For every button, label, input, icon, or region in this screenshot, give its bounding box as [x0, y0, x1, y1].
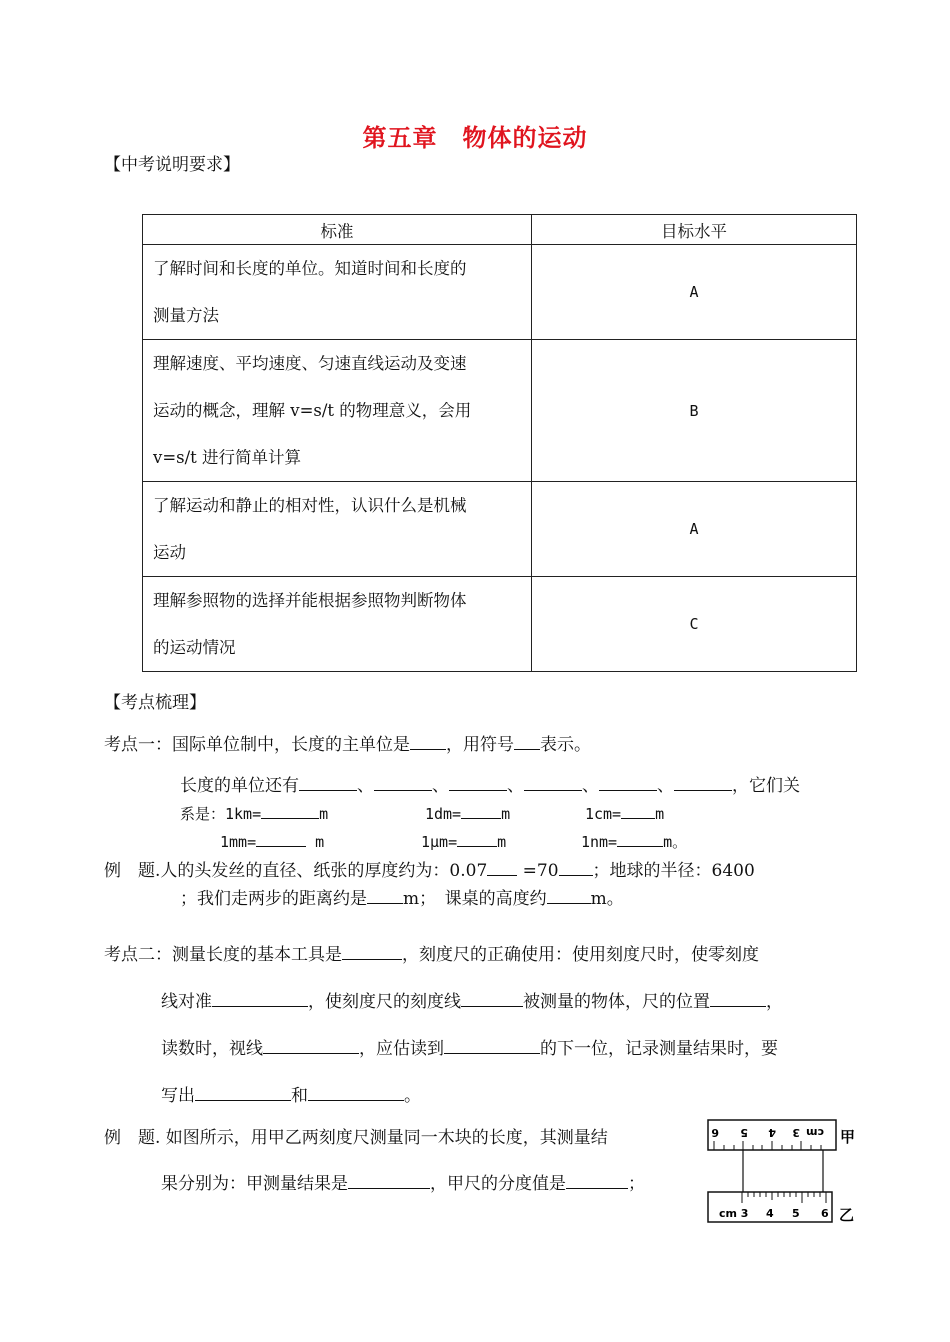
kp1-line4: 1mm= m 1μm= m 1nm= m。 — [220, 828, 687, 852]
kp2-example-line1: 例 题. 如图所示，用甲乙两刻度尺测量同一木块的长度，其测量结 — [104, 1128, 608, 1148]
answer-blank[interactable] — [599, 772, 657, 791]
ruler-bottom-tick-label: 5 — [792, 1207, 800, 1220]
ruler-bottom-tick-label: 4 — [766, 1207, 774, 1220]
standard-line: 理解速度、平均速度、匀速直线运动及变速 — [153, 354, 467, 373]
kp2-example-line2: 果分别为：甲测量结果是 ，甲尺的分度值是 ； — [161, 1169, 645, 1194]
requirements-heading: 【中考说明要求】 — [104, 155, 240, 175]
answer-blank[interactable] — [457, 828, 497, 847]
table-header-row — [143, 215, 857, 245]
ruler-figure — [704, 1110, 864, 1226]
kp2-line2: 线对准 ，使刻度尺的刻度线 被测量的物体，尺的位置 ， — [161, 987, 783, 1012]
answer-blank[interactable] — [299, 772, 357, 791]
standard-line: 了解时间和长度的单位。知道时间和长度的 — [153, 259, 467, 278]
chapter-title: 第五章 物体的运动 — [362, 124, 588, 152]
answer-blank[interactable] — [444, 1035, 540, 1054]
level-cell: A — [532, 482, 857, 577]
ruler-bottom-tick-label: 6 — [821, 1207, 829, 1220]
ruler-top-tick-label: 5 — [740, 1126, 748, 1139]
answer-blank[interactable] — [621, 800, 655, 819]
table-row — [143, 245, 857, 340]
answer-blank[interactable] — [566, 1170, 628, 1189]
level-cell: A — [532, 245, 857, 340]
kp1-example-line1: 例 题.人的头发丝的直径、纸张的厚度约为：0.07 =70 ；地球的半径：6400 — [104, 856, 755, 881]
answer-blank[interactable] — [710, 988, 766, 1007]
ruler-top-tick-label: 3 — [792, 1126, 800, 1139]
standard-cell — [143, 245, 532, 340]
answer-blank[interactable] — [263, 1035, 359, 1054]
standard-cell — [143, 340, 532, 482]
answer-blank[interactable] — [547, 885, 591, 904]
table-row — [143, 340, 857, 482]
kp1-example-line2: ；我们走两步的距离约是 m； 课桌的高度约 m。 — [180, 884, 624, 909]
answer-blank[interactable] — [212, 988, 308, 1007]
answer-blank[interactable] — [348, 1170, 430, 1189]
level-cell: B — [532, 340, 857, 482]
table-row — [143, 577, 857, 672]
standard-line: v=s/t 进行简单计算 — [153, 448, 302, 467]
kp2-line1: 考点二：测量长度的基本工具是 ，刻度尺的正确使用：使用刻度尺时，使零刻度 — [104, 940, 759, 965]
kp1-line1: 考点一：国际单位制中，长度的主单位是 ，用符号 表示。 — [104, 730, 591, 755]
points-heading: 【考点梳理】 — [104, 693, 206, 713]
ruler-top-tick-label: 4 — [768, 1126, 776, 1139]
ruler-bottom-tick-label: cm 3 — [719, 1207, 749, 1220]
answer-blank[interactable] — [449, 772, 507, 791]
answer-blank[interactable] — [195, 1082, 291, 1101]
ruler-top-tick-label: 6 — [711, 1126, 719, 1139]
answer-blank[interactable] — [367, 885, 403, 904]
kp2-line4: 写出 和 。 — [161, 1081, 421, 1106]
header-level: 目标水平 — [532, 215, 857, 245]
standard-cell — [143, 482, 532, 577]
standard-line: 了解运动和静止的相对性，认识什么是机械 — [153, 496, 467, 515]
answer-blank[interactable] — [514, 731, 540, 750]
standard-line: 理解参照物的选择并能根据参照物判断物体 — [153, 591, 467, 610]
answer-blank[interactable] — [559, 857, 593, 876]
answer-blank[interactable] — [308, 1082, 404, 1101]
standard-line: 运动的概念，理解 v=s/t 的物理意义，会用 — [153, 401, 472, 420]
answer-blank[interactable] — [461, 800, 501, 819]
standard-line: 的运动情况 — [153, 638, 236, 657]
ruler-top-label: 甲 — [840, 1128, 856, 1146]
answer-blank[interactable] — [617, 828, 663, 847]
level-cell: C — [532, 577, 857, 672]
standards-table — [142, 214, 857, 672]
table-row — [143, 482, 857, 577]
answer-blank[interactable] — [256, 828, 306, 847]
standard-line: 测量方法 — [153, 306, 219, 325]
answer-blank[interactable] — [461, 988, 523, 1007]
answer-blank[interactable] — [261, 800, 319, 819]
kp2-line3: 读数时，视线 ，应估读到 的下一位，记录测量结果时，要 — [161, 1034, 778, 1059]
ruler-bottom-label: 乙 — [839, 1206, 855, 1224]
kp1-line3: 系是：1km= m 1dm= m 1cm= m — [180, 800, 664, 824]
standard-cell — [143, 577, 532, 672]
answer-blank[interactable] — [524, 772, 582, 791]
answer-blank[interactable] — [487, 857, 517, 876]
answer-blank[interactable] — [410, 731, 446, 750]
header-standard: 标准 — [143, 215, 532, 245]
answer-blank[interactable] — [374, 772, 432, 791]
answer-blank[interactable] — [674, 772, 732, 791]
ruler-top-tick-label: cm — [806, 1126, 824, 1139]
kp1-line2: 长度的单位还有 、 、 、 、 、 ，它们关 — [180, 771, 800, 796]
standard-line: 运动 — [153, 543, 186, 562]
answer-blank[interactable] — [342, 941, 402, 960]
